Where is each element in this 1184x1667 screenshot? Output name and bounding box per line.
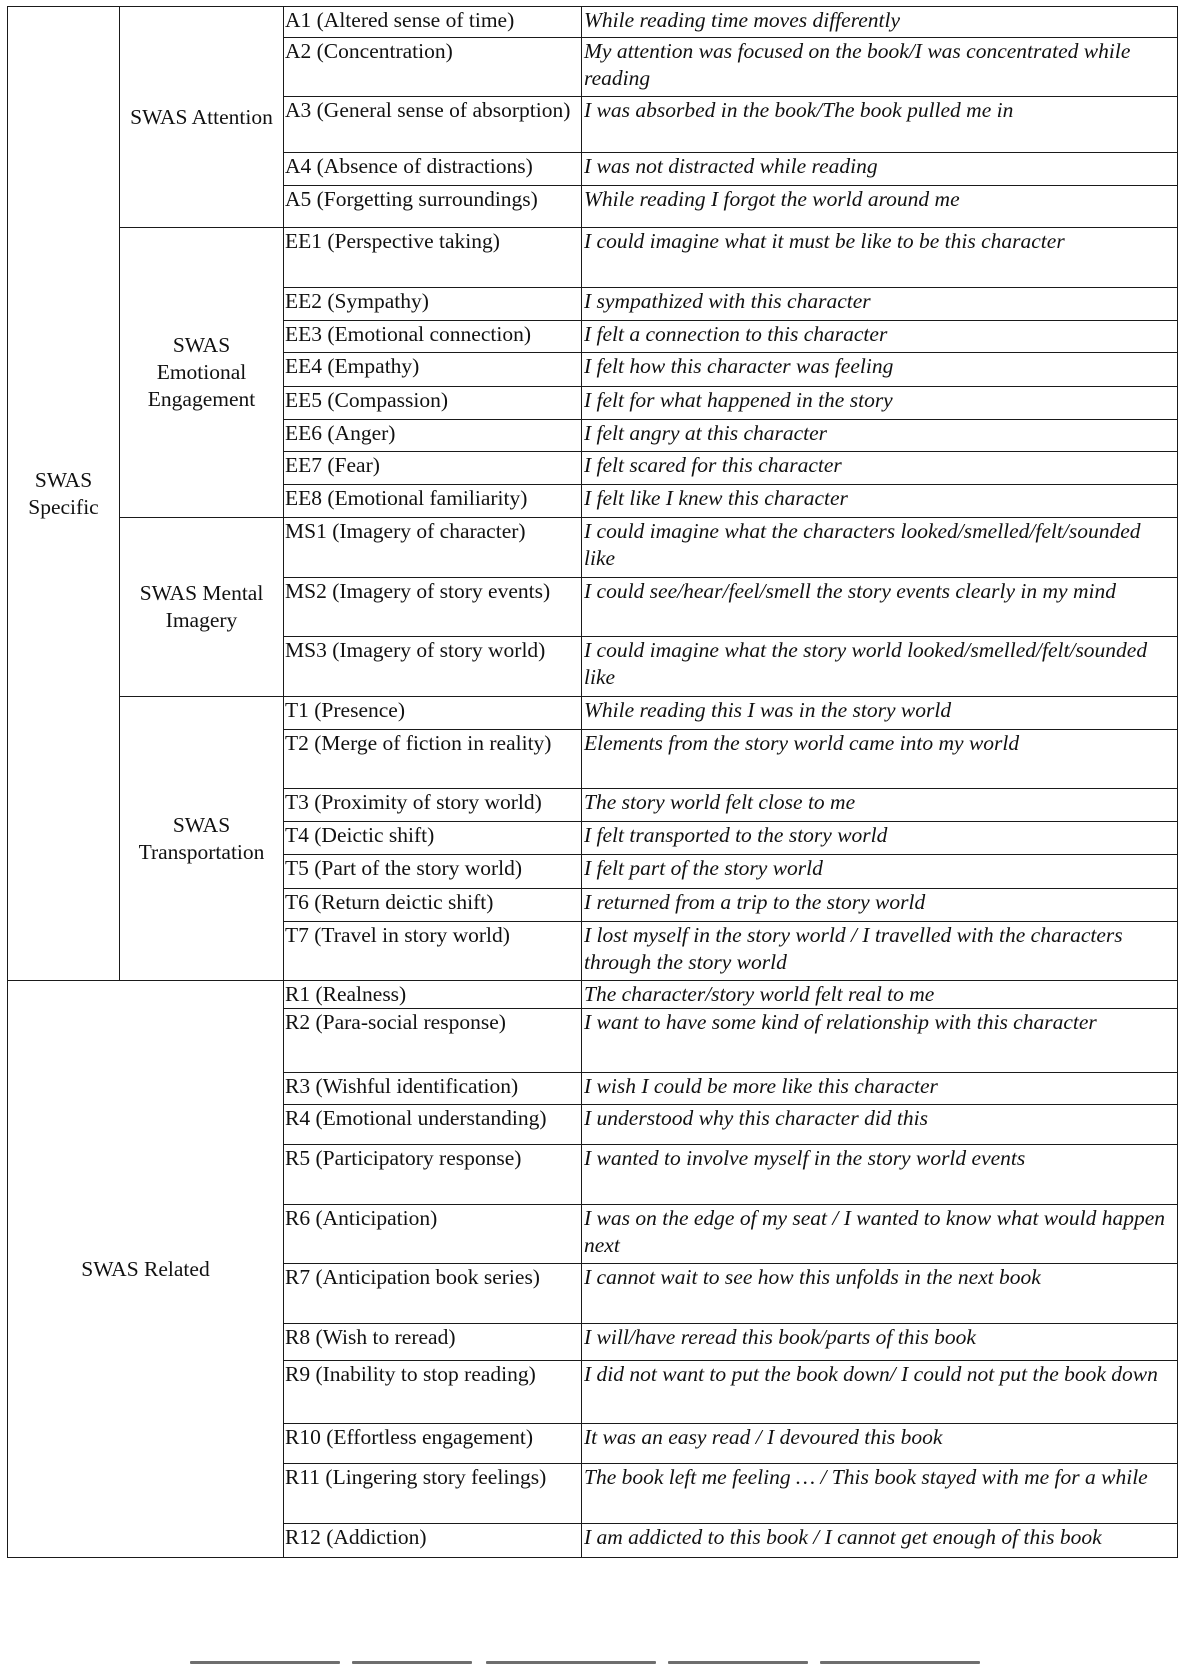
item-statement-cell: Elements from the story world came into my world — [582, 730, 1178, 789]
item-code-cell: MS1 (Imagery of character) — [284, 518, 582, 578]
table-row — [8, 7, 1178, 38]
item-statement-cell: While reading this I was in the story world — [582, 697, 1178, 730]
item-code-cell: MS2 (Imagery of story events) — [284, 578, 582, 637]
item-statement-cell: I am addicted to this book / I cannot get enough of this book — [582, 1524, 1178, 1558]
subcategory-label — [120, 7, 284, 228]
item-statement-cell: I was not distracted while reading — [582, 153, 1178, 186]
item-code-cell: EE8 (Emotional familiarity) — [284, 485, 582, 518]
item-statement-cell: I felt like I knew this character — [582, 485, 1178, 518]
item-code-cell: A3 (General sense of absorption) — [284, 97, 582, 153]
item-statement-cell: I felt angry at this character — [582, 420, 1178, 452]
item-code-cell: EE3 (Emotional connection) — [284, 321, 582, 353]
subcategory-label — [120, 697, 284, 981]
swas-table-container — [7, 6, 1177, 1558]
item-statement-cell: I want to have some kind of relationship with this character — [582, 1009, 1178, 1073]
item-code-cell: T4 (Deictic shift) — [284, 822, 582, 855]
item-statement-cell: I did not want to put the book down/ I could not put the book down — [582, 1361, 1178, 1424]
item-code-cell: R8 (Wish to reread) — [284, 1324, 582, 1361]
category-label — [8, 981, 284, 1558]
cropped-caption-fragment — [0, 1659, 1184, 1667]
category-label-line: Specific — [28, 494, 99, 519]
item-statement-cell: I lost myself in the story world / I travelled with the characters through the story world — [582, 922, 1178, 981]
item-statement-cell: I could see/hear/feel/smell the story events clearly in my mind — [582, 578, 1178, 637]
item-code-cell: T2 (Merge of fiction in reality) — [284, 730, 582, 789]
item-code-cell: R10 (Effortless engagement) — [284, 1424, 582, 1464]
item-code-cell: A5 (Forgetting surroundings) — [284, 186, 582, 228]
subcategory-label-line: SWAS Mental — [139, 581, 264, 605]
item-statement-cell: I sympathized with this character — [582, 288, 1178, 321]
item-statement-cell: I could imagine what the story world looked/smelled/felt/sounded like — [582, 637, 1178, 697]
item-statement-cell: The story world felt close to me — [582, 789, 1178, 822]
item-statement-cell: I cannot wait to see how this unfolds in the next book — [582, 1264, 1178, 1324]
item-code-cell: EE1 (Perspective taking) — [284, 228, 582, 288]
item-statement-cell: My attention was focused on the book/I was concentrated while reading — [582, 38, 1178, 97]
item-code-cell: R6 (Anticipation) — [284, 1205, 582, 1264]
category-label — [8, 7, 120, 981]
item-code-cell: T1 (Presence) — [284, 697, 582, 730]
subcategory-label — [120, 518, 284, 697]
item-code-cell: A1 (Altered sense of time) — [284, 7, 582, 38]
item-code-cell: EE4 (Empathy) — [284, 353, 582, 387]
item-code-cell: R1 (Realness) — [284, 981, 582, 1009]
subcategory-label-line: Emotional — [156, 360, 247, 384]
item-statement-cell: I felt transported to the story world — [582, 822, 1178, 855]
item-code-cell: T6 (Return deictic shift) — [284, 889, 582, 922]
item-code-cell: EE5 (Compassion) — [284, 387, 582, 420]
item-statement-cell: The character/story world felt real to me — [582, 981, 1178, 1009]
item-code-cell: R7 (Anticipation book series) — [284, 1264, 582, 1324]
table-row — [8, 981, 1178, 1009]
item-code-cell: T7 (Travel in story world) — [284, 922, 582, 981]
item-statement-cell: I felt a connection to this character — [582, 321, 1178, 353]
table-row — [8, 518, 1178, 578]
category-label-line: SWAS Related — [81, 1256, 210, 1281]
item-statement-cell: I wanted to involve myself in the story world events — [582, 1145, 1178, 1205]
item-code-cell: R3 (Wishful identification) — [284, 1073, 582, 1105]
item-statement-cell: I understood why this character did this — [582, 1105, 1178, 1145]
item-code-cell: A2 (Concentration) — [284, 38, 582, 97]
item-statement-cell: I felt scared for this character — [582, 452, 1178, 485]
item-statement-cell: I wish I could be more like this character — [582, 1073, 1178, 1105]
subcategory-label-line: Imagery — [165, 608, 238, 632]
item-code-cell: R11 (Lingering story feelings) — [284, 1464, 582, 1524]
subcategory-label-line: SWAS — [172, 333, 231, 357]
item-code-cell: EE7 (Fear) — [284, 452, 582, 485]
item-statement-cell: While reading I forgot the world around me — [582, 186, 1178, 228]
item-statement-cell: I felt how this character was feeling — [582, 353, 1178, 387]
item-code-cell: MS3 (Imagery of story world) — [284, 637, 582, 697]
item-statement-cell: The book left me feeling … / This book stayed with me for a while — [582, 1464, 1178, 1524]
subcategory-label-line: SWAS Attention — [130, 104, 273, 129]
item-code-cell: R9 (Inability to stop reading) — [284, 1361, 582, 1424]
swas-table-body — [8, 7, 1178, 1558]
item-code-cell: R5 (Participatory response) — [284, 1145, 582, 1205]
item-statement-cell: I could imagine what the characters looked/smelled/felt/sounded like — [582, 518, 1178, 578]
subcategory-label-line: SWAS — [172, 812, 231, 837]
subcategory-label-line: Transportation — [138, 839, 265, 864]
item-code-cell: R2 (Para-social response) — [284, 1009, 582, 1073]
item-code-cell: EE2 (Sympathy) — [284, 288, 582, 321]
swas-items-table — [7, 6, 1178, 1558]
item-code-cell: A4 (Absence of distractions) — [284, 153, 582, 186]
subcategory-label-line: Engagement — [147, 387, 256, 411]
table-row — [8, 697, 1178, 730]
item-statement-cell: I was on the edge of my seat / I wanted to know what would happen next — [582, 1205, 1178, 1264]
item-statement-cell: I will/have reread this book/parts of this book — [582, 1324, 1178, 1361]
item-statement-cell: It was an easy read / I devoured this book — [582, 1424, 1178, 1464]
item-code-cell: T3 (Proximity of story world) — [284, 789, 582, 822]
category-label-line: SWAS — [34, 467, 93, 492]
item-statement-cell: While reading time moves differently — [582, 7, 1178, 38]
item-statement-cell: I was absorbed in the book/The book pulled me in — [582, 97, 1178, 153]
item-statement-cell: I returned from a trip to the story world — [582, 889, 1178, 922]
item-statement-cell: I felt for what happened in the story — [582, 387, 1178, 420]
table-row — [8, 228, 1178, 288]
item-code-cell: R12 (Addiction) — [284, 1524, 582, 1558]
item-code-cell: T5 (Part of the story world) — [284, 855, 582, 889]
item-code-cell: R4 (Emotional understanding) — [284, 1105, 582, 1145]
item-code-cell: EE6 (Anger) — [284, 420, 582, 452]
item-statement-cell: I felt part of the story world — [582, 855, 1178, 889]
subcategory-label — [120, 228, 284, 518]
item-statement-cell: I could imagine what it must be like to be this character — [582, 228, 1178, 288]
